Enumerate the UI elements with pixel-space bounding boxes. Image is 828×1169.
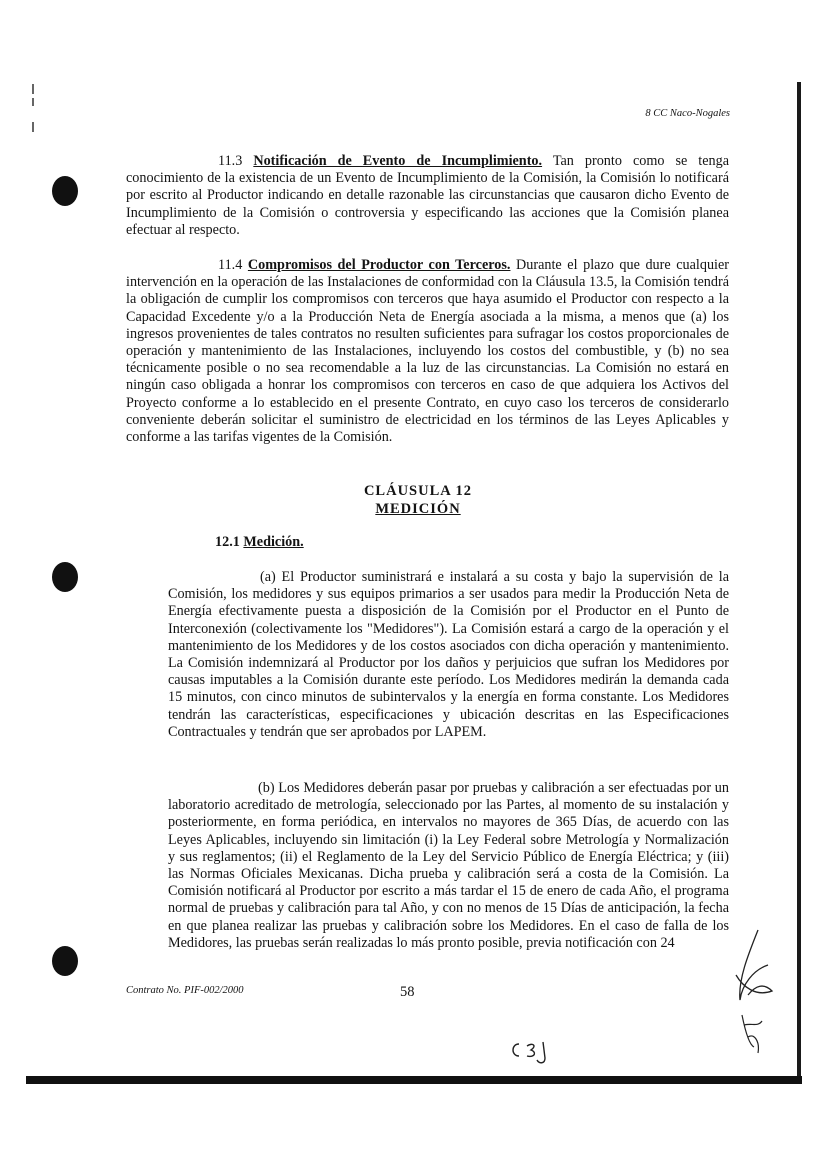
- scan-mark: [32, 98, 34, 106]
- section-heading: Compromisos del Productor con Terceros.: [247, 257, 511, 273]
- clause-subtitle-text: MEDICIÓN: [375, 501, 461, 517]
- scan-edge-bottom: [26, 1076, 802, 1084]
- clause-title: CLÁUSULA 12: [363, 483, 473, 499]
- section-text: Durante el plazo que dure cualquier intervención en la operación de las Instalaciones de conformidad con la Cláusula 13.5, la Comisión tendrá la obligación de cumplir los compromisos con terceros que haya asumido el Productor con respecto a la Capacidad Excedente y/o a la Producción Neta de Energía asociada a la misma, a menos que (a) los ingresos provenientes de tales contratos no resulten suficientes para sufragar los costos proporcionales de operación y mantenimiento de las Instalaciones, incluyendo los costos del combustible, y (b) no sea técnicamente posible o no sea recomendable a la luz de las circunstancias. La Comisión no estará en ningún caso obligada a honrar los compromisos con terceros en caso de que adquiera los Activos del Proyecto conforme a lo establecido en el presente Contrato, en cuyo caso los terceros de considerarlo conveniente deberán solicitar el suministro de electricidad en los términos de las Leyes Aplicables y conforme a las tarifas vigentes de la Comisión.: [126, 257, 730, 446]
- section-11-3: [126, 153, 729, 239]
- signature-initials: [728, 925, 788, 1065]
- section-text: Tan pronto como se tenga conocimiento de la existencia de un Evento de Incumplimiento de la Comisión, la Comisión lo notificará por escrito al Productor indicando en detalle razonable las circunstancias que causaron dicho Evento de Incumplimiento de la Comisión o controversia y especificando las acciones que la Comisión planea efectuar al respecto.: [126, 153, 730, 238]
- section-11-4: [126, 257, 729, 446]
- scan-mark: [32, 84, 34, 94]
- section-heading: Medición.: [243, 534, 304, 550]
- section-12-1-heading: [215, 534, 304, 551]
- section-heading: Notificación de Evento de Incumplimiento.: [253, 153, 543, 169]
- section-12-1-a: (a) El Productor suministrará e instalará a su costa y bajo la supervisión de la Comisión, los medidores y sus equipos primarios a ser usados para medir la Producción Neta de Energía efectivamente puesta a disposición de la Comisión por el Productor en el Punto de Interconexión (colectivamente los "Medidores"). La Comisión estará a cargo de la operación y el mantenimiento de los Medidores y de los costos asociados con dicha operación y mantenimiento. La Comisión indemnizará al Productor por los daños y perjuicios que sufran los Medidores por causas imputables a la Comisión durante este período. Los Medidores medirán la demanda cada 15 minutos, con cinco minutos de subintervalos y la energía en forma constante. Los Medidores tendrán las características, especificaciones y ubicación descritas en las Especificaciones Contractuales y tendrán que ser aprobados por LAPEM.: [168, 569, 729, 740]
- section-number: 11.4: [218, 257, 243, 273]
- section-number: 11.3: [218, 153, 243, 169]
- scan-mark: [32, 122, 34, 132]
- footer-contract-number: Contrato No. PIF-002/2000: [126, 985, 244, 996]
- header-reference: 8 CC Naco-Nogales: [645, 108, 730, 119]
- section-number: 12.1: [215, 534, 240, 550]
- punch-hole: [52, 176, 78, 206]
- section-12-1-b: (b) Los Medidores deberán pasar por pruebas y calibración a ser efectuadas por un laboratorio acreditado de metrología, seleccionado por las Partes, al momento de su instalación y posteriormente, en forma periódica, en intervalos no mayores de 365 Días, de acuerdo con las Leyes Aplicables, incluyendo sin limitación (i) la Ley Federal sobre Metrología y Normalización y sus reglamentos; (ii) el Reglamento de la Ley del Servicio Público de Energía Eléctrica; y (iii) las Normas Oficiales Mexicanas. Dicha prueba y calibración será a costa de la Comisión. La Comisión notificará al Productor por escrito a más tardar el 15 de enero de cada Año, el programa normal de pruebas y calibración para tal Año, y con no menos de 15 Días de anticipación, la fecha en que planea realizar las pruebas y calibración sobre los Medidores. En el caso de falla de los Medidores, las pruebas serán realizadas lo más pronto posible, previa notificación con 24: [168, 780, 729, 951]
- punch-hole: [52, 946, 78, 976]
- punch-hole: [52, 562, 78, 592]
- scan-edge-right: [797, 82, 801, 1082]
- page-number: 58: [400, 984, 415, 1000]
- handwritten-mark: [505, 1036, 565, 1066]
- clause-subtitle: [318, 501, 518, 518]
